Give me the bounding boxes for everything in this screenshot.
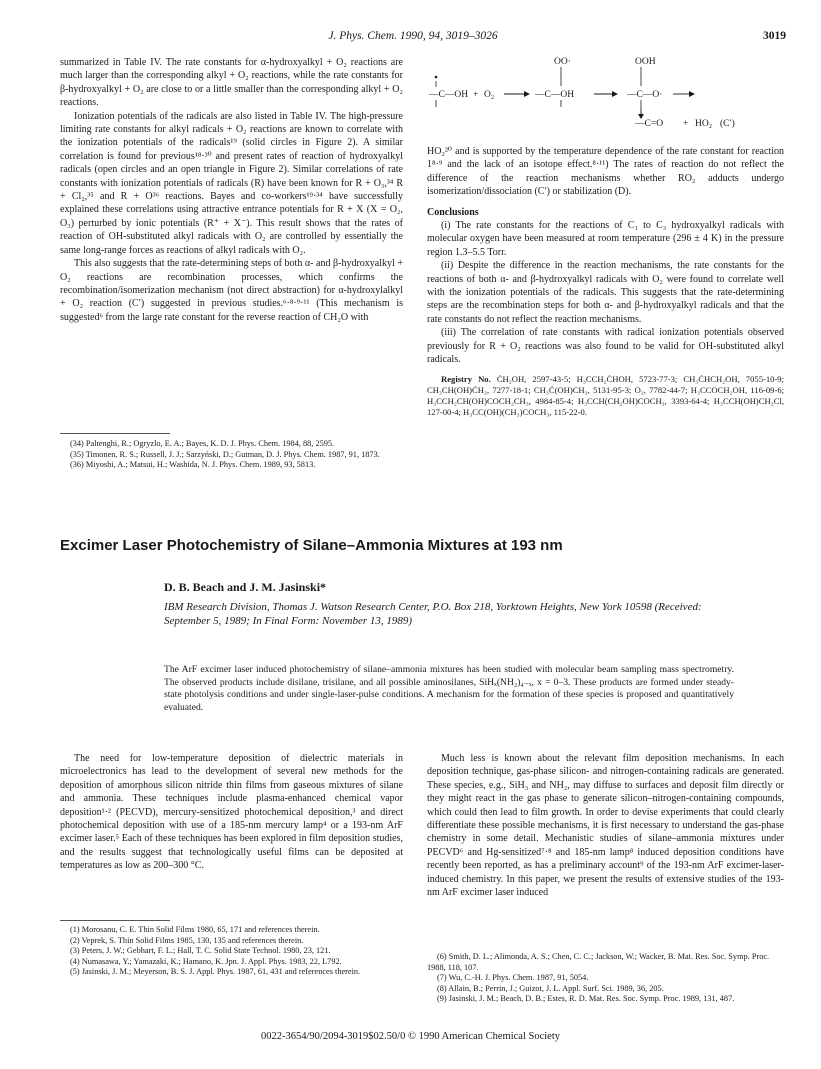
scheme-plus: +: [683, 119, 689, 129]
footnote-rule: [60, 920, 170, 921]
arrowhead: [524, 91, 530, 97]
scheme-oxygen: O₂: [484, 90, 495, 100]
registry-label: Registry No.: [441, 373, 491, 384]
arrowhead: [689, 91, 695, 97]
footnotes-right: [427, 952, 784, 1005]
paragraph: Ionization potentials of the radicals are also listed in Table IV. The high-pressure limiting rate constants for alkyl radicals + O₂ reactions are known to correlate with the ionization potentials of the radicals¹⁹ (solid circles in Figure 2). A similar correlation is found for previous¹⁸·³⁰ and present rates of reaction of hydroxyalkyl radicals (open circles and an open triangle in Figure 2). Similar correlations of rate constants with ionization potentials of radicals (R) have been known for R + O₃,³⁴ R + Cl₂,³⁵ and R + O³⁶ reactions. Bayes and co-workers¹⁹·³⁴ have successfully explained these correlations using attractive entrance potentials for R + X (X = O₂, O₃) perturbed by ionic potentials (R⁺ + X⁻). This result shows that the rates of reaction of OH-substituted alkyl radicals with O₂ are controlled by essentially the same long-range forces as reactions of alkyl radicals with O₂.: [60, 110, 403, 256]
left-column-top: [60, 56, 403, 324]
reference: (1) Morosanu, C. E. Thin Solid Films 1980, 65, 171 and references therein.: [70, 925, 320, 934]
paragraph: This also suggests that the rate-determining steps of both α- and β-hydroxyalkyl + O₂ reactions are recombination processes, which confirms the recombination/isomerization mechanism (not direct abstraction) for α-hydroxylalkyl + O₂ reaction (C′) suggested in previous studies.⁶·⁸·⁹·¹¹ (This mechanism is suggested⁶ from the large rate constant for the reverse reaction of CH₂O with: [60, 258, 403, 323]
running-header: [40, 30, 786, 46]
reference: (35) Timonen, R. S.; Russell, J. J.; Sarzyński, D.; Gutman, D. J. Phys. Chem. 1987, 91, 1873.: [70, 449, 380, 459]
arrowhead: [612, 91, 618, 97]
paragraph: (iii) The correlation of rate constants with radical ionization potentials observed previously for R + O₂ reactions was also found to be valid for OH-substituted alkyl radicals.: [427, 327, 784, 366]
article-affiliation: IBM Research Division, Thomas J. Watson Research Center, P.O. Box 218, Yorktown Heights, New York 10598 (Received: September 5, 1989; In Final Form: November 13, 1989): [164, 601, 702, 627]
reference: (3) Peters, J. W.; Gebhart, F. L.; Hall, T. C. Solid State Technol. 1980, 23, 121.: [70, 946, 331, 956]
registry-text: ĊH₂OH, 2597-43-5; H₃CCH₂ĊHOH, 5723-77-3; CH₃ĊHCH₂OH, 7055-10-9; CH₃CH(OH)ĊH₂, 7277-18-1; CH₃Ċ(OH)CH₃, 5131-95-3; O₂, 7782-44-7; H₃CCOCH₂OH, 116-09-6; H₃CCH₂CH(OH)COCH₂CH₃, 4984-85-4; H₃CCH(CH₂OH)COCH₃, 3393-64-4; H₃CCH(OH)CH₂Cl, 127-00-4; H₃CC(OH)(CH₃)COCH₃, 115-22-0.: [427, 373, 784, 417]
paragraph: (ii) Despite the difference in the reaction mechanisms, the rate constants for the reactions of both α- and β-hydroxyalkyl radicals with O₂ were found to correlate well with the ionization potentials of the radicals. This suggests that the rate-determining steps are the recombination steps for both α- and β-hydroxyalkyl radicals and that the rate constants do not reflect the reaction mechanisms.: [427, 260, 784, 325]
registry-numbers: [427, 374, 784, 418]
reference: (7) Wu, C.-H. J. Phys. Chem. 1987, 91, 5054.: [437, 973, 589, 983]
scheme-ho2: HO₂: [695, 119, 713, 129]
reference: (2) Veprek, S. Thin Solid Films 1985, 130, 135 and references therein.: [70, 935, 304, 945]
body-right-column: [427, 752, 784, 899]
paragraph: The need for low-temperature deposition of dielectric materials in microelectronics has lead to the development of several new methods for the deposition of amorphous silicon nitride thin films from gaseous mixtures of silane and ammonia. These techniques include plasma-enhanced chemical vapor deposition¹·² (PECVD), mercury-sensitized photochemical deposition,³ and direct photochemical deposition with use of a 185-nm mercury lamp⁴ or a 193-nm ArF excimer laser.⁵ Each of these techniques has been explored in film deposition studies, and the results suggest that technologically useful films can be deposited at temperatures as low as 200–300 °C.: [60, 753, 403, 872]
article-authors: D. B. Beach and J. M. Jasinski*: [164, 580, 327, 594]
paragraph: (i) The rate constants for the reactions of C₁ to C₃ hydroxyalkyl radicals with molecular oxygen have been measured at room temperature (296 ± 4 K) in the pressure region 1.3–5.5 Torr.: [427, 220, 784, 258]
journal-citation: J. Phys. Chem. 1990, 94, 3019–3026: [328, 30, 498, 42]
reference: (5) Jasinski, J. M.; Meyerson, B. S. J. Appl. Phys. 1987, 61, 431 and references therein.: [70, 967, 361, 977]
footnotes-left: [60, 925, 403, 978]
scheme-plus: +: [473, 90, 479, 100]
copyright-footer: 0022-3654/90/2094-3019$02.50/0 © 1990 American Chemical Society: [260, 1031, 561, 1042]
section-heading-conclusions: Conclusions: [427, 206, 479, 218]
page-number: 3019: [763, 30, 786, 42]
reference: (36) Miyoshi, A.; Matsui, H.; Washida, N. J. Phys. Chem. 1989, 93, 5813.: [70, 460, 316, 470]
reference: (9) Jasinski, J. M.; Beach, D. B.; Estes, R. D. Mat. Res. Soc. Symp. Proc. 1989, 131, 487.: [437, 994, 735, 1004]
paragraph: summarized in Table IV. The rate constants for α-hydroxyalkyl + O₂ reactions are much larger than the corresponding alkyl + O₂ reactions, while the rate constants for β-hydroxyalkyl + O₂ are close to or a little smaller than the corresponding alkyl + O₂ reactions.: [60, 57, 403, 109]
body-left-column: [60, 752, 403, 873]
footnotes-left-top: [60, 439, 403, 471]
radical-dot: [435, 76, 438, 79]
reference: (8) Allain, B.; Perrin, J.; Guizot, J. L. Appl. Surf. Sci. 1989, 36, 205.: [437, 983, 664, 993]
scheme-label-oo: OO·: [554, 57, 571, 67]
scheme-label-ooh: OOH: [635, 57, 656, 67]
scheme-product: —C=O: [635, 119, 664, 129]
reaction-scheme: [427, 52, 784, 132]
scheme-label: (C′): [720, 119, 735, 129]
footnote-rule: [60, 433, 170, 434]
article-title: Excimer Laser Photochemistry of Silane–Ammonia Mixtures at 193 nm: [60, 537, 563, 554]
article-abstract: The ArF excimer laser induced photochemistry of silane–ammonia mixtures has been studied with molecular beam sampling mass spectrometry. The observed products include disilane, trisilane, and all possible aminosilanes, SiHₓ(NH₂)₄₋ₓ, x = 0–3. These products are formed under steady-state photolysis conditions and under single-laser-pulse conditions. A mechanism for the formation of these species is proposed and quantitatively evaluated.: [164, 664, 734, 713]
reference: (34) Paltenghi, R.; Ogryzlo, E. A.; Bayes, K. D. J. Phys. Chem. 1984, 88, 2595.: [70, 439, 335, 448]
reference: (4) Numasawa, Y.; Yamazaki, K.; Hamano, K. Jpn. J. Appl. Phys. 1983, 22, L792.: [70, 956, 342, 966]
reference: (6) Smith, D. L.; Alimonda, A. S.; Chen, C. C.; Jackson, W.; Wacker, B. Mat. Res. Soc. Symp. Proc. 1988, 118, 107.: [427, 952, 770, 972]
scheme-reactant: —C—OH: [429, 90, 469, 100]
right-column-top: [427, 145, 784, 418]
paragraph: Much less is known about the relevant film deposition mechanisms. In each deposition technique, gas-phase silicon- and nitrogen-containing radicals are generated. These species, e.g., SiH₃ and NH₂, may diffuse to surfaces and deposit film directly or they might react in the gas phase to generate silicon–nitrogen-containing compounds, which could then lead to film growth. In order to devise experiments that could clearly differentiate these possible mechanisms, it is first necessary to understand the gas-phase chemistry in some detail. Mechanistic studies of silane–ammonia mixtures under PECVD⁶ and Hg-sensitized⁷·⁸ and 185-nm lamp⁸ induced deposition conditions have recently been reported, as has a preliminary account⁹ of the 193-nm ArF excimer-laser-induced chemistry. In this paper, we present the results of extensive studies of the 193-nm ArF excimer laser induced: [427, 753, 784, 899]
scheme-intermediate: —C—O·: [627, 90, 663, 100]
paragraph: HO₂²⁰ and is supported by the temperature dependence of the rate constant for reaction 1⁸·⁹ and the lack of an isotope effect.⁸·¹¹) The rates of reaction do not reflect the difference of the reaction mechanisms whether RO₂ adducts undergo isomerization/dissociation (C′) or stabilization (D).: [427, 146, 784, 198]
scheme-adduct: —C—OH: [535, 90, 575, 100]
